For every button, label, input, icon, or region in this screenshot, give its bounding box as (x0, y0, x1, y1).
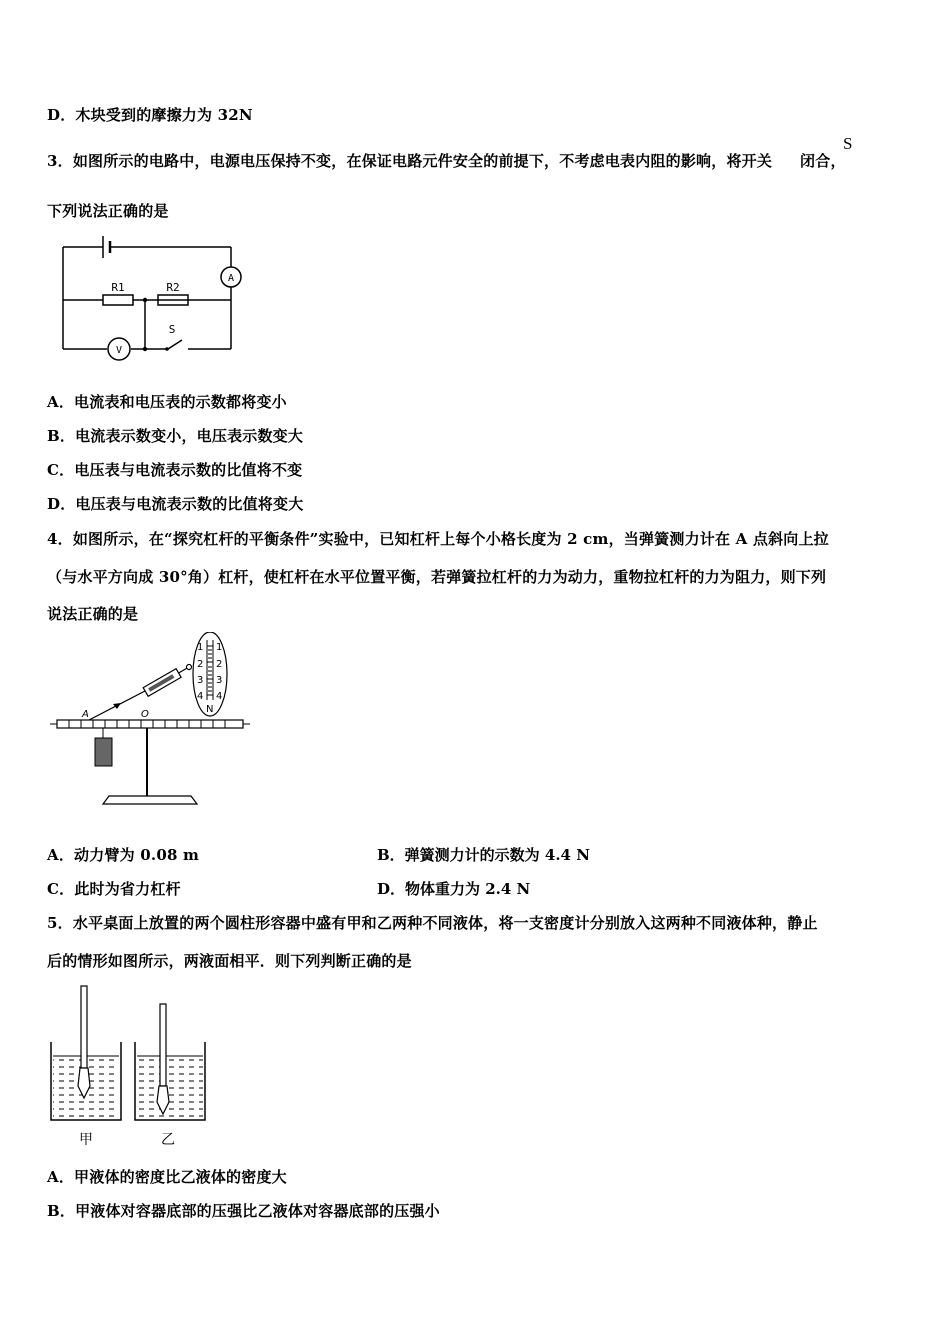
liquid-right (137, 1056, 203, 1118)
q4-stem-line1: 4．如图所示，在“探究杠杆的平衡条件”实验中，已知杠杆上每个小格长度为 2 cm，当弹簧测力计在 A 点斜向上拉 (47, 530, 829, 548)
scale-tick-right-1: 1 (216, 642, 223, 653)
switch-symbol: S (843, 134, 853, 153)
label-s: S (168, 323, 176, 336)
q3-option-b: B．电流表示数变小，电压表示数变大 (47, 427, 304, 445)
label-jia: 甲 (79, 1132, 93, 1148)
lever-diagram (45, 632, 255, 810)
force-arrowhead (113, 703, 121, 709)
stand-base (103, 796, 197, 804)
q3-stem-line1 (47, 150, 846, 171)
q3-stem-text: 3．如图所示的电路中，电源电压保持不变，在保证电路元件安全的前提下，不考虑电表内阻的影响，将开关 (47, 152, 773, 170)
spring-scale (143, 661, 193, 696)
q3-option-c: C．电压表与电流表示数的比值将不变 (47, 461, 303, 479)
q3-stem-end: 闭合， (800, 152, 846, 170)
q2-option-d: D．木块受到的摩擦力为 32N (47, 106, 253, 124)
scale-tick-left-3: 3 (197, 675, 204, 686)
scale-tick-right-4: 4 (216, 691, 223, 702)
label-ammeter: A (227, 273, 235, 284)
lever-bar (57, 720, 243, 728)
scale-tick-left-4: 4 (197, 691, 204, 702)
scale-tick-right-2: 2 (216, 659, 223, 670)
point-a-label: A (82, 709, 89, 720)
q4-option-c: C．此时为省力杠杆 (47, 880, 181, 898)
scale-tick-right-3: 3 (216, 675, 223, 686)
resistor-r1 (103, 295, 133, 305)
label-r1: R1 (111, 281, 125, 294)
hanging-weight (95, 738, 112, 766)
q4-option-a: A．动力臂为 0.08 m (47, 846, 200, 864)
q3-option-a: A．电流表和电压表的示数都将变小 (47, 393, 287, 411)
scale-tick-left-2: 2 (197, 659, 204, 670)
q4-option-d: D．物体重力为 2.4 N (377, 880, 531, 898)
switch-blade (168, 340, 182, 349)
q5-option-a: A．甲液体的密度比乙液体的密度大 (47, 1168, 287, 1186)
junction-dot (143, 347, 147, 351)
q5-stem-line1: 5．水平桌面上放置的两个圆柱形容器中盛有甲和乙两种不同液体，将一支密度计分别放入这两种不同液体种，静止 (47, 914, 818, 932)
pivot-o-label: O (141, 709, 149, 720)
hydrometer-right-stem (160, 1004, 166, 1086)
circuit-diagram (55, 232, 255, 362)
q5-stem-line2: 后的情形如图所示，两液面相平．则下列判断正确的是 (47, 952, 412, 970)
scale-unit-n: N (206, 704, 214, 715)
hydrometer-left-stem (81, 986, 87, 1068)
q5-option-b: B．甲液体对容器底部的压强比乙液体对容器底部的压强小 (47, 1202, 440, 1220)
hydrometer-diagram (48, 980, 218, 1152)
q3-option-d: D．电压表与电流表示数的比值将变大 (47, 495, 304, 513)
q3-stem-line2: 下列说法正确的是 (47, 202, 169, 220)
scale-tick-left-1: 1 (197, 642, 204, 653)
q4-stem-line2: （与水平方向成 30°角）杠杆，使杠杆在水平位置平衡，若弹簧拉杠杆的力为动力，重物拉杠杆的力为阻力，则下列 (47, 568, 827, 586)
label-r2: R2 (166, 281, 180, 294)
label-voltmeter: V (115, 345, 123, 356)
q4-stem-line3: 说法正确的是 (47, 605, 139, 623)
q4-option-b: B．弹簧测力计的示数为 4.4 N (377, 846, 590, 864)
switch-pivot (165, 347, 169, 351)
junction-dot (143, 298, 147, 302)
label-yi: 乙 (161, 1132, 175, 1148)
